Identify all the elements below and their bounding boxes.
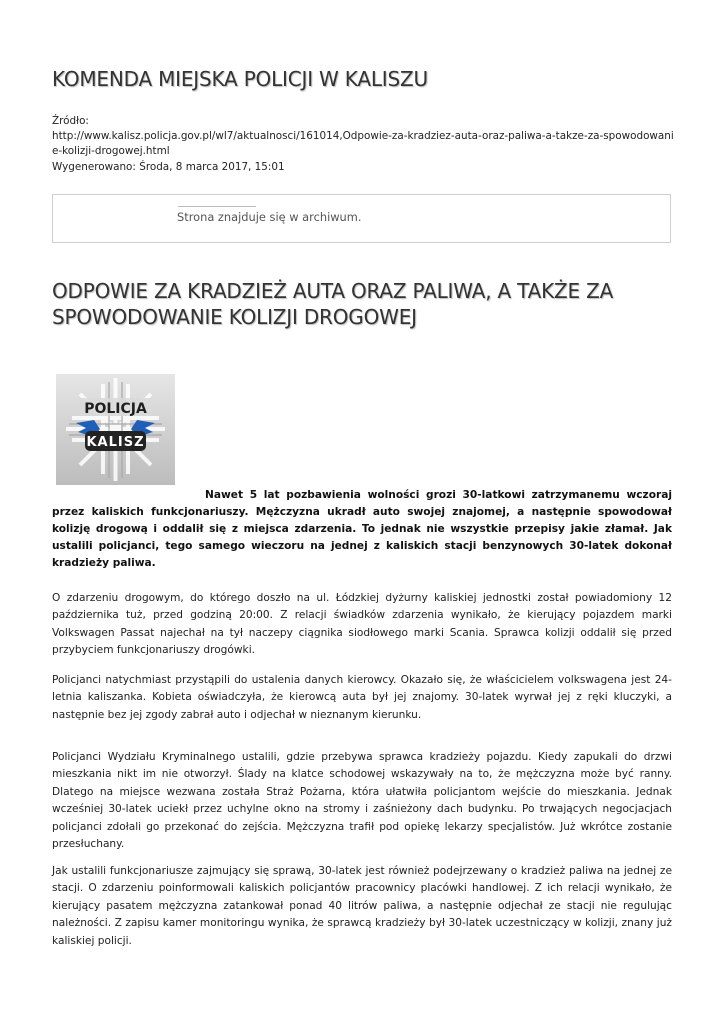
logo-bottom-text: KALISZ bbox=[86, 435, 145, 450]
article-lead: Nawet 5 lat pozbawienia wolności grozi 30-latkowi zatrzymanemu wczoraj przez kaliskich funkcjonariuszy. Mężczyzna ukradł auto swojej znajomej, a następnie spowodował kolizję drogową i oddalił się z miejsca zdarzenia. To jednak nie wszystkie przepisy jakie złamał. Jak ustalili policjanci, tego samego wieczoru na jednej z kaliskich stacji benzynowych 30-latek dokonał kradzieży paliwa. bbox=[52, 488, 672, 569]
archive-divider bbox=[178, 206, 256, 207]
source-url[interactable]: http://www.kalisz.policja.gov.pl/wl7/aktualnosci/161014,Odpowie-za-kradziez-auta-oraz-paliwa-a-takze-za-spowodowanie-kolizji-drogowej.html bbox=[52, 130, 674, 158]
archive-notice: Strona znajduje się w archiwum. bbox=[177, 210, 362, 224]
source-label: Źródło: bbox=[52, 115, 89, 127]
site-title: KOMENDA MIEJSKA POLICJI W KALISZU bbox=[52, 67, 428, 91]
article-paragraph: O zdarzeniu drogowym, do którego doszło na ul. Łódzkiej dyżurny kaliskiej jednostki został powiadomiony 12 października tuż, przed godziną 20:00. Z relacji świadków zdarzenia wynikało, że kierujący pojazdem marki Volkswagen Passat najechał na tył naczepy ciągnika siodłowego marki Scania. Sprawca kolizji oddalił się przed przybyciem funkcjonariuszy drogówki. bbox=[52, 591, 672, 657]
logo-top-text: POLICJA bbox=[84, 401, 147, 417]
article-paragraph: Jak ustalili funkcjonariusze zajmujący się sprawą, 30-latek jest również podejrzewany o kradzież paliwa na jednej ze stacji. O zdarzeniu poinformowali kaliskich policjantów pracownicy placówki handlowej. Z ich relacji wynikało, że kierujący pasatem mężczyzna zatankował ponad 40 litrów paliwa, a następnie odjechał ze stacji nie regulując należności. Z zapisu kamer monitoringu wynika, że sprawcą kradzieży był 30-latek uczestniczący w kolizji, znany już kaliskiej policji. bbox=[52, 864, 672, 947]
article-title: ODPOWIE ZA KRADZIEŻ AUTA ORAZ PALIWA, A TAKŻE ZA SPOWODOWANIE KOLIZJI DROGOWEJ bbox=[52, 279, 614, 329]
article-paragraph: Policjanci natychmiast przystąpili do ustalenia danych kierowcy. Okazało się, że właścicielem volkswagena jest 24-letnia kaliszanka. Kobieta oświadczyła, że kierowcą auta był jej znajomy. 30-latek wyrwał jej z ręki kluczyki, a następnie bez jej zgody zabrał auto i odjechał w nieznanym kierunku. bbox=[52, 673, 672, 721]
article-paragraph: Policjanci Wydziału Kryminalnego ustalili, gdzie przebywa sprawca kradzieży pojazdu. Kiedy zapukali do drzwi mieszkania nikt im nie otworzył. Ślady na klatce schodowej wskazywały na to, że mężczyzna może być ranny. Dlatego na miejsce wezwana została Straż Pożarna, która ułatwiła policjantom wejście do mieszkania. Jednak wcześniej 30-latek uciekł przez uchylne okno na stromy i zaśnieżony dach budynku. Po trwających negocjacjach policjanci zdołali go przekonać do zejścia. Mężczyzna trafił pod opiekę lekarzy specjalistów. Już wkrótce zostanie przesłuchany. bbox=[52, 750, 672, 851]
source-meta bbox=[52, 114, 674, 175]
police-badge-logo bbox=[56, 374, 175, 485]
generated-date: Wygenerowano: Środa, 8 marca 2017, 15:01 bbox=[52, 160, 285, 173]
archive-notice-box bbox=[52, 194, 671, 243]
